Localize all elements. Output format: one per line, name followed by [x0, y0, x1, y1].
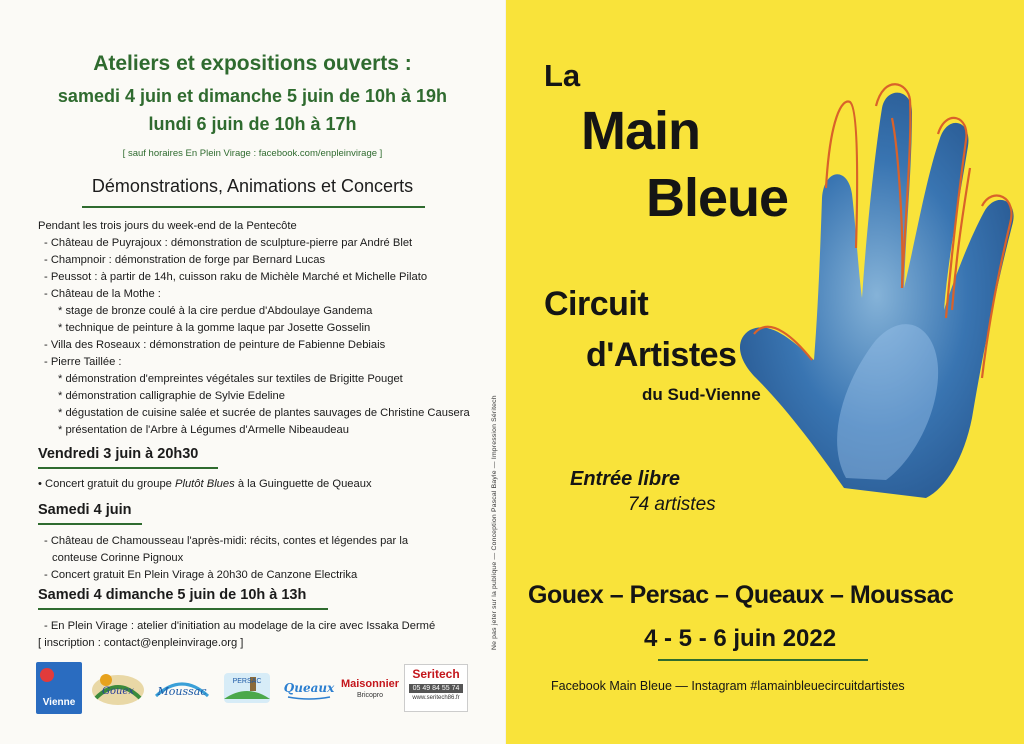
demo-item: - Peussot : à partir de 14h, cuisson raku de Michèle Marché et Michelle Pilato: [44, 271, 428, 283]
opening-hours-monday: lundi 6 juin de 10h à 17h: [148, 114, 357, 134]
band-name: Plutôt Blues: [175, 478, 235, 490]
subtitle-region: du Sud-Vienne: [642, 385, 761, 404]
demo-item: - Château de Puyrajoux : démonstration de sculpture-pierre par André Blet: [44, 237, 413, 249]
weekend-morning-rule: [38, 608, 328, 610]
saturday-item: - Concert gratuit En Plein Virage à 20h30 de Canzone Electrika: [44, 569, 358, 581]
demo-heading: Démonstrations, Animations et Concerts: [91, 176, 414, 196]
svg-text:Queaux: Queaux: [283, 681, 335, 695]
dates-rule: [658, 659, 868, 661]
demo-heading-rule: [82, 206, 425, 208]
towns-list: Gouex – Persac – Queaux – Moussac: [528, 581, 954, 609]
svg-text:Moussac: Moussac: [157, 685, 207, 698]
opening-title: Ateliers et expositions ouverts :: [93, 52, 412, 75]
seritech-logo: Seritech 05 49 84 55 74 www.seritech86.fr: [404, 660, 468, 716]
svg-text:PERSAC: PERSAC: [232, 678, 262, 685]
friday-heading-rule: [38, 467, 218, 469]
right-panel: [506, 0, 1024, 744]
demo-subitem: * dégustation de cuisine salée et sucrée de plantes sauvages de Christine Causera: [58, 407, 470, 419]
moussac-logo: [152, 660, 212, 716]
persac-logo: [220, 660, 274, 716]
title-main: Main: [581, 101, 701, 161]
subtitle-circuit: Circuit: [544, 285, 649, 323]
svg-text:Gouex: Gouex: [101, 686, 135, 697]
blue-hand-illustration: [726, 78, 1024, 508]
maisonnier-logo: Maisonnier Bricopro: [340, 677, 400, 699]
opening-note: [ sauf horaires En Plein Virage : facebook.com/enpleinvirage ]: [122, 148, 383, 159]
title-bleue: Bleue: [646, 168, 789, 228]
queaux-logo: [282, 660, 336, 716]
demo-subitem: * technique de peinture à la gomme laque par Josette Gosselin: [58, 322, 371, 334]
opening-hours-weekend: samedi 4 juin et dimanche 5 juin de 10h à 19h: [57, 86, 448, 106]
sponsor-logos: [26, 660, 486, 720]
gouex-logo: [90, 660, 146, 716]
left-panel: [0, 0, 505, 744]
vienne-logo: Vienne: [36, 660, 82, 716]
weekend-registration: [ inscription : contact@enpleinvirage.org ]: [38, 637, 244, 649]
artist-count: 74 artistes: [628, 494, 716, 515]
demo-intro: Pendant les trois jours du week-end de la Pentecôte: [38, 220, 297, 232]
event-dates: 4 - 5 - 6 juin 2022: [644, 625, 837, 652]
free-entry: Entrée libre: [570, 468, 681, 490]
saturday-item: conteuse Corinne Pignoux: [52, 552, 184, 564]
demo-subitem: * stage de bronze coulé à la cire perdue d'Abdoulaye Gandema: [58, 305, 373, 317]
saturday-item: - Château de Chamousseau l'après-midi: récits, contes et légendes par la: [44, 535, 409, 547]
weekend-morning-heading: Samedi 4 dimanche 5 juin de 10h à 13h: [38, 587, 307, 603]
demo-subitem: * démonstration calligraphie de Sylvie Edeline: [58, 390, 285, 402]
demo-item: - Pierre Taillée :: [44, 356, 122, 368]
demo-item: - Champnoir : démonstration de forge par Bernard Lucas: [44, 254, 326, 266]
friday-heading: Vendredi 3 juin à 20h30: [38, 446, 199, 462]
friday-concert: • Concert gratuit du groupe Plutôt Blues à la Guinguette de Queaux: [38, 478, 372, 490]
demo-item: - Villa des Roseaux : démonstration de peinture de Fabienne Debiais: [44, 339, 386, 351]
print-credits: Ne pas jeter sur la publique — Conception Pascal Bayle — Impression Séritech: [491, 395, 498, 650]
demo-subitem: * démonstration d'empreintes végétales sur textiles de Brigitte Pouget: [58, 373, 403, 385]
subtitle-artistes: d'Artistes: [586, 336, 737, 374]
saturday-heading: Samedi 4 juin: [38, 502, 132, 518]
demo-subitem: * présentation de l'Arbre à Légumes d'Armelle Nibeaudeau: [58, 424, 349, 436]
social-links: Facebook Main Bleue — Instagram #lamainbleuecircuitdartistes: [551, 679, 905, 693]
weekend-item: - En Plein Virage : atelier d'initiation au modelage de la cire avec Issaka Dermé: [44, 620, 436, 632]
title-la: La: [544, 58, 581, 93]
saturday-heading-rule: [38, 523, 142, 525]
demo-item: - Château de la Mothe :: [44, 288, 161, 300]
